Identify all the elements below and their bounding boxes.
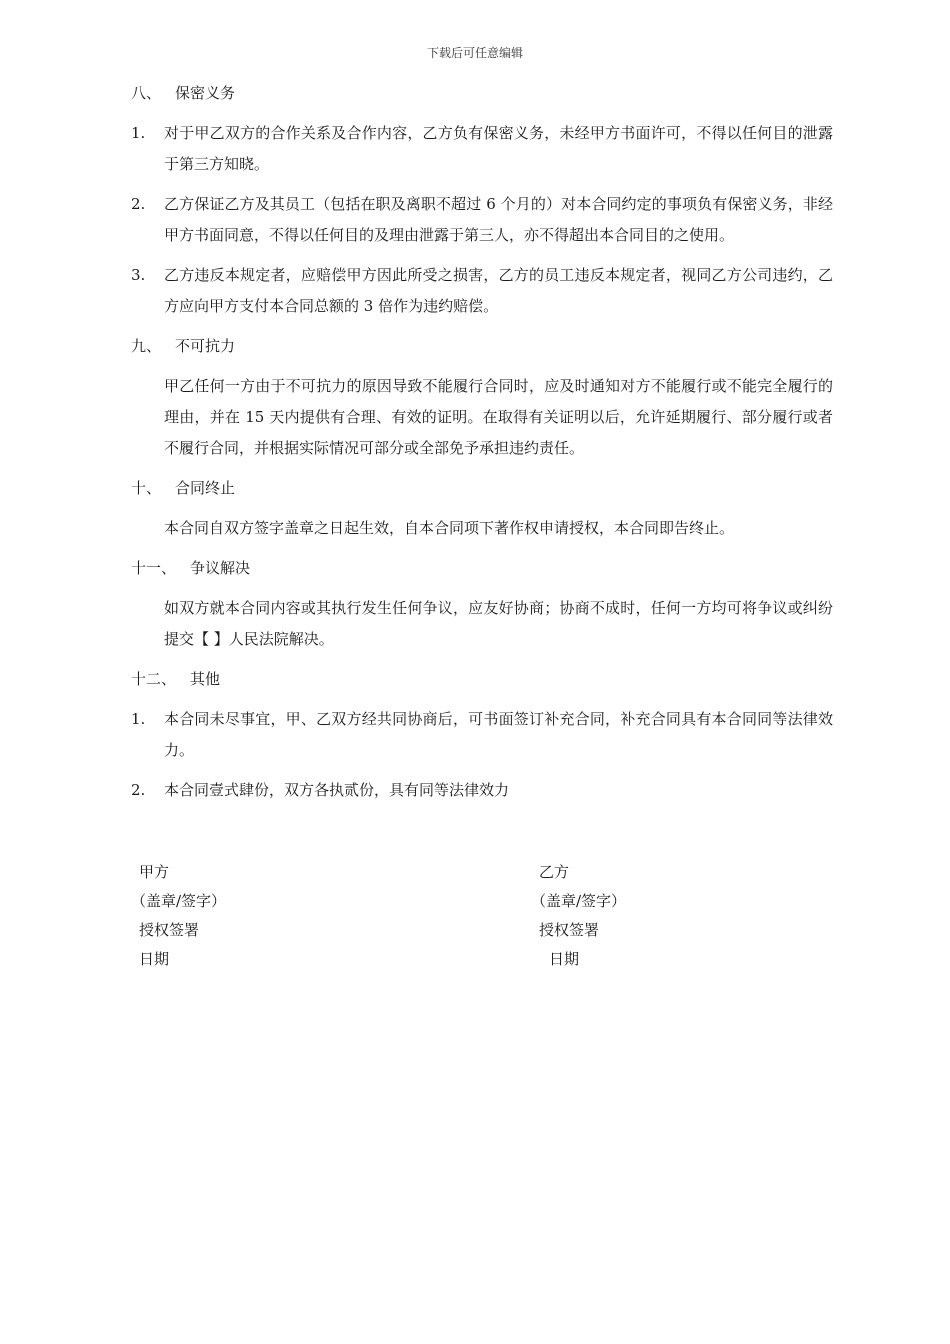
- party-b-authorized: 授权签署: [539, 921, 600, 939]
- section-number: 十二、: [131, 670, 177, 688]
- list-item: [131, 189, 833, 251]
- list-item: [131, 775, 833, 806]
- section-paragraph: 本合同自双方签字盖章之日起生效，自本合同项下著作权申请授权，本合同即告终止。: [164, 519, 735, 537]
- list-item: [131, 260, 833, 322]
- section-title-dispute: [131, 553, 833, 584]
- section-number: 八、: [131, 84, 162, 102]
- section-paragraph: 如双方就本合同内容或其执行发生任何争议，应友好协商；协商不成时，任何一方均可将争议或纠纷提交【 】人民法院解决。: [164, 599, 833, 648]
- header-note: 下载后可任意编辑: [426, 46, 523, 60]
- party-a-authorized: 授权签署: [139, 921, 200, 939]
- list-index: 1.: [131, 124, 146, 142]
- list-item-text: 乙方违反本规定者，应赔偿甲方因此所受之损害，乙方的员工违反本规定者，视同乙方公司违约，乙方应向甲方支付本合同总额的 3 倍作为违约赔偿。: [164, 266, 833, 315]
- section-heading: 合同终止: [175, 479, 236, 497]
- list-index: 2.: [131, 781, 146, 799]
- section-paragraph: 甲乙任何一方由于不可抗力的原因导致不能履行合同时，应及时通知对方不能履行或不能完全履行的理由，并在 15 天内提供有合理、有效的证明。在取得有关证明以后，允许延期履行、部分履行或者不履行合同，并根据实际情况可部分或全部免予承担违约责任。: [164, 377, 833, 457]
- list-index: 2.: [131, 195, 146, 213]
- section-heading: 争议解决: [190, 559, 251, 577]
- section-heading: 保密义务: [175, 84, 236, 102]
- section-heading: 不可抗力: [175, 337, 236, 355]
- section-title-termination: [131, 473, 833, 504]
- signature-party-a: [131, 858, 226, 974]
- section-title-confidentiality: [131, 78, 833, 109]
- document-body: [131, 78, 833, 815]
- signature-party-b: [531, 858, 626, 974]
- list-index: 1.: [131, 710, 146, 728]
- party-b-seal: （盖章/签字）: [531, 892, 627, 910]
- list-item-text: 本合同未尽事宜，甲、乙双方经共同协商后，可书面签订补充合同，补充合同具有本合同同等法律效力。: [164, 710, 833, 759]
- list-item-text: 乙方保证乙方及其员工（包括在职及离职不超过 6 个月的）对本合同约定的事项负有保密义务，非经甲方书面同意，不得以任何目的及理由泄露于第三人，亦不得超出本合同目的之使用。: [164, 195, 833, 244]
- section-title-other: [131, 664, 833, 695]
- party-b-label: 乙方: [539, 863, 570, 881]
- list-item-text: 本合同壹式肆份，双方各执贰份，具有同等法律效力: [164, 781, 510, 799]
- party-a-date: 日期: [139, 950, 170, 968]
- section-title-force-majeure: [131, 331, 833, 362]
- party-a-seal: （盖章/签字）: [131, 892, 227, 910]
- section-number: 九、: [131, 337, 162, 355]
- section-heading: 其他: [190, 670, 221, 688]
- list-item: [131, 118, 833, 180]
- party-a-label: 甲方: [139, 863, 170, 881]
- list-index: 3.: [131, 266, 146, 284]
- section-number: 十一、: [131, 559, 177, 577]
- party-b-date: 日期: [549, 950, 580, 968]
- list-item: [131, 704, 833, 766]
- list-item-text: 对于甲乙双方的合作关系及合作内容，乙方负有保密义务，未经甲方书面许可，不得以任何目的泄露于第三方知晓。: [164, 124, 833, 173]
- section-number: 十、: [131, 479, 162, 497]
